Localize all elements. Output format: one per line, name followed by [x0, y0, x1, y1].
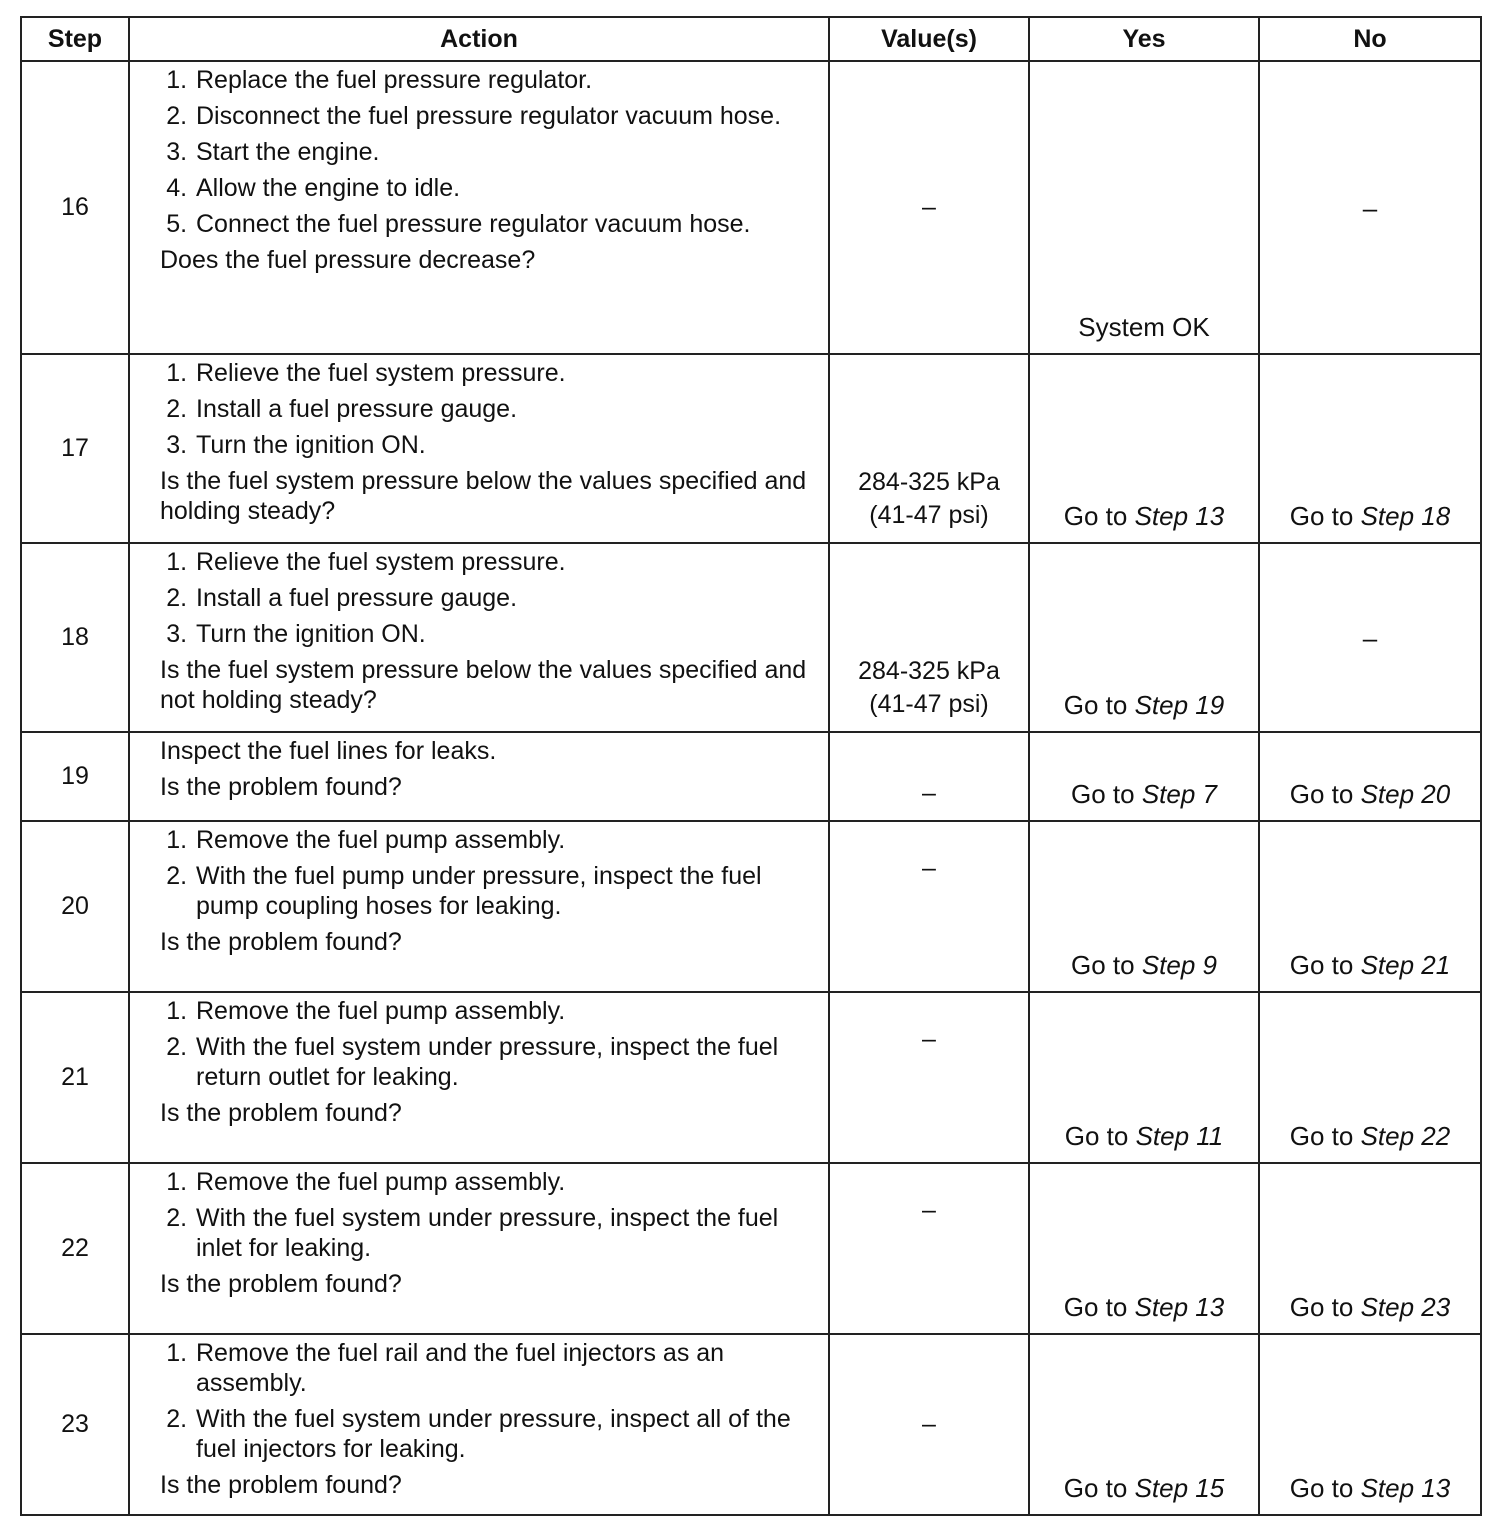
action-step: 3. Start the engine. [194, 137, 818, 167]
goto-label: Go to [1289, 779, 1354, 809]
goto-step-ref: Step 15 [1134, 1473, 1225, 1503]
goto-label: Go to [1289, 1121, 1354, 1151]
yes-result [1029, 1334, 1259, 1515]
value-cell: – [829, 992, 1029, 1163]
action-question: Is the fuel system pressure below the values specified and holding steady? [160, 467, 807, 525]
table-row [21, 1334, 1481, 1515]
action-step: 2. With the fuel system under pressure, inspect the fuel return outlet for leaking. [194, 1032, 818, 1092]
goto-step-ref: Step 18 [1360, 501, 1451, 531]
yes-result [1029, 543, 1259, 732]
yes-result [1029, 992, 1259, 1163]
value-cell: – [829, 61, 1029, 354]
action-steps [160, 1167, 818, 1263]
action-steps [160, 1338, 818, 1464]
value-metric: 284-325 kPa [858, 657, 1000, 685]
action-step: 1. Remove the fuel pump assembly. [194, 825, 818, 855]
goto-step-ref: Step 23 [1360, 1292, 1451, 1322]
action-question: Is the problem found? [160, 928, 402, 956]
header-values: Value(s) [829, 17, 1029, 61]
header-row [21, 17, 1481, 61]
action-question: Is the problem found? [160, 1099, 402, 1127]
value-imperial: (41-47 psi) [869, 501, 989, 529]
action-steps [160, 358, 818, 460]
action-step: 4. Allow the engine to idle. [194, 173, 818, 203]
step-number: 20 [21, 821, 129, 992]
action-steps [160, 825, 818, 921]
action-question: Is the problem found? [160, 1471, 402, 1499]
action-cell [129, 992, 829, 1163]
action-steps [160, 65, 818, 239]
no-result [1259, 1334, 1481, 1515]
action-step: 1. Relieve the fuel system pressure. [194, 547, 818, 577]
goto-label: Go to [1289, 1292, 1354, 1322]
action-question: Is the fuel system pressure below the values specified and not holding steady? [160, 656, 807, 714]
table-row [21, 821, 1481, 992]
action-step: 2. Install a fuel pressure gauge. [194, 583, 818, 613]
goto-label: Go to [1063, 1473, 1128, 1503]
value-imperial: (41-47 psi) [869, 690, 989, 718]
step-number: 22 [21, 1163, 129, 1334]
action-question: Is the problem found? [160, 1270, 402, 1298]
action-steps [160, 996, 818, 1092]
yes-result [1029, 354, 1259, 543]
header-action: Action [129, 17, 829, 61]
value-cell [829, 354, 1029, 543]
action-cell [129, 543, 829, 732]
table-row [21, 992, 1481, 1163]
goto-step-ref: Step 20 [1360, 779, 1451, 809]
header-no: No [1259, 17, 1481, 61]
goto-label: Go to [1064, 1121, 1129, 1151]
value-cell [829, 543, 1029, 732]
goto-label: Go to [1063, 1292, 1128, 1322]
action-step: 1. Remove the fuel rail and the fuel injectors as an assembly. [194, 1338, 818, 1398]
step-number: 17 [21, 354, 129, 543]
goto-step-ref: Step 7 [1141, 779, 1217, 809]
table-row [21, 354, 1481, 543]
goto-step-ref: Step 13 [1134, 1292, 1225, 1322]
action-instruction: Inspect the fuel lines for leaks. [160, 737, 497, 765]
yes-result [1029, 1163, 1259, 1334]
goto-step-ref: Step 21 [1360, 950, 1451, 980]
table-row [21, 732, 1481, 821]
no-result [1259, 1163, 1481, 1334]
no-result: – [1259, 543, 1481, 732]
action-cell [129, 732, 829, 821]
goto-label: Go to [1071, 779, 1135, 809]
value-metric: 284-325 kPa [858, 468, 1000, 496]
value-cell: – [829, 1334, 1029, 1515]
header-yes: Yes [1029, 17, 1259, 61]
action-step: 2. With the fuel system under pressure, inspect all of the fuel injectors for leaking. [194, 1404, 818, 1464]
action-cell [129, 1163, 829, 1334]
goto-label: Go to [1289, 1473, 1354, 1503]
no-result [1259, 732, 1481, 821]
table-row [21, 543, 1481, 732]
goto-step-ref: Step 11 [1135, 1121, 1224, 1151]
action-step: 2. Install a fuel pressure gauge. [194, 394, 818, 424]
goto-step-ref: Step 13 [1134, 501, 1225, 531]
yes-result: System OK [1029, 61, 1259, 354]
goto-step-ref: Step 19 [1134, 690, 1225, 720]
diagnostic-table [20, 16, 1482, 1516]
action-cell [129, 1334, 829, 1515]
value-cell: – [829, 821, 1029, 992]
table-row [21, 61, 1481, 354]
action-step: 1. Replace the fuel pressure regulator. [194, 65, 818, 95]
action-step: 1. Remove the fuel pump assembly. [194, 1167, 818, 1197]
action-step: 3. Turn the ignition ON. [194, 619, 818, 649]
goto-label: Go to [1063, 690, 1128, 720]
table-row [21, 1163, 1481, 1334]
goto-step-ref: Step 22 [1360, 1121, 1451, 1151]
action-step: 1. Relieve the fuel system pressure. [194, 358, 818, 388]
step-number: 23 [21, 1334, 129, 1515]
action-step: 3. Turn the ignition ON. [194, 430, 818, 460]
goto-label: Go to [1071, 950, 1135, 980]
no-result [1259, 821, 1481, 992]
no-result: – [1259, 61, 1481, 354]
action-question: Is the problem found? [160, 773, 402, 801]
no-result [1259, 992, 1481, 1163]
action-step: 5. Connect the fuel pressure regulator vacuum hose. [194, 209, 818, 239]
action-steps [160, 547, 818, 649]
value-cell: – [829, 732, 1029, 821]
goto-step-ref: Step 13 [1360, 1473, 1451, 1503]
step-number: 18 [21, 543, 129, 732]
action-question: Does the fuel pressure decrease? [160, 246, 536, 274]
header-step: Step [21, 17, 129, 61]
step-number: 19 [21, 732, 129, 821]
action-cell [129, 821, 829, 992]
goto-label: Go to [1063, 501, 1128, 531]
goto-label: Go to [1289, 950, 1354, 980]
no-result [1259, 354, 1481, 543]
yes-result [1029, 732, 1259, 821]
goto-step-ref: Step 9 [1141, 950, 1217, 980]
goto-label: Go to [1289, 501, 1354, 531]
value-cell: – [829, 1163, 1029, 1334]
action-step: 2. Disconnect the fuel pressure regulator vacuum hose. [194, 101, 818, 131]
step-number: 16 [21, 61, 129, 354]
action-step: 2. With the fuel system under pressure, inspect the fuel inlet for leaking. [194, 1203, 818, 1263]
action-cell [129, 61, 829, 354]
action-step: 2. With the fuel pump under pressure, inspect the fuel pump coupling hoses for leaking. [194, 861, 818, 921]
yes-result [1029, 821, 1259, 992]
action-step: 1. Remove the fuel pump assembly. [194, 996, 818, 1026]
action-cell [129, 354, 829, 543]
step-number: 21 [21, 992, 129, 1163]
